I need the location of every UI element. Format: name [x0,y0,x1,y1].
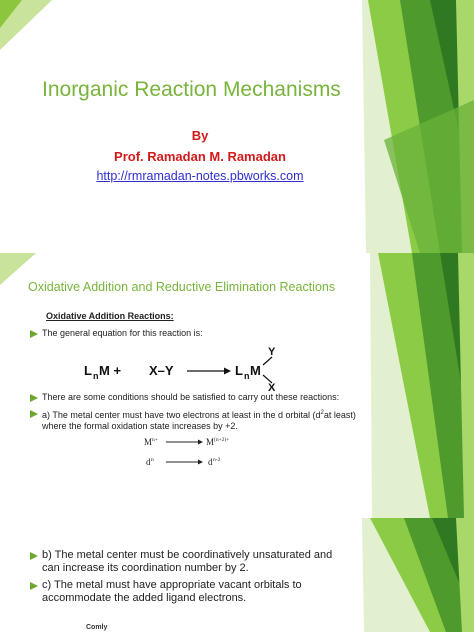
bullet-general-equation: The general equation for this reaction is: [42,328,203,338]
by-label: By [191,128,209,143]
metal-right-charge: (n+2)+ [214,437,230,443]
dcount-right: d [208,457,213,467]
author-website-link[interactable]: http://rmramadan-notes.pbworks.com [96,169,304,183]
slide-title [0,0,474,253]
green-triangle-decoration [0,518,474,632]
bullet-condition-c: c) The metal must have appropriate vacant orbitals to accommodate the added ligand electrons. [42,579,302,604]
reactant-ligand-subscript: n [93,371,99,381]
dcount-left-sup: n [151,457,154,463]
presentation-title: Inorganic Reaction Mechanisms [42,78,341,101]
slide-conditions-continued [0,518,474,632]
reactant-xy: X–Y [149,363,174,378]
slide-oxidative-addition [0,253,474,518]
metal-left-charge: n+ [152,437,158,443]
delectron-arrowhead [198,460,203,465]
bullet-condition-a [42,408,360,432]
metal-left: M [144,437,153,447]
bullet-condition-b: b) The metal center must be coordinatively unsaturated and can increase its coordination number by 2. [42,549,333,574]
reactant-ligand: L [84,363,92,378]
metal-right: M [206,437,215,447]
product-ligand-subscript: n [244,371,250,381]
product-metal: M [250,363,261,378]
condition-a-text-continued: at least) where the formal oxidation state increases by +2. [42,410,356,431]
triangle-bullet-icon [30,582,38,590]
clipped-label: Comly [86,624,108,631]
triangle-bullet-icon [30,394,38,402]
triangle-bullet-icon [30,552,38,560]
triangle-bullet-icon [30,410,38,418]
condition-a-text: a) The metal center must have two electrons at least in the d orbital (d [42,410,321,420]
product-x: X [268,382,276,391]
section-subheading: Oxidative Addition Reactions: [46,311,174,321]
bond-y [263,357,272,365]
reactant-metal: M + [99,363,122,378]
author-name: Prof. Ramadan M. Ramadan [114,149,286,164]
product-y: Y [268,346,276,358]
reaction-arrowhead [224,368,231,375]
product-ligand: L [235,363,243,378]
green-triangle-decoration [0,0,474,253]
slide-heading: Oxidative Addition and Reductive Elimination Reactions [28,280,336,294]
dcount-right-sup: n-2 [213,457,221,463]
oxidation-arrowhead [198,440,203,445]
oxidation-state-scheme [140,434,260,474]
triangle-bullet-icon [30,330,38,338]
bullet-conditions: There are some conditions should be satisfied to carry out these reactions: [42,392,340,402]
dcount-left: d [146,457,151,467]
condition-a-superscript: 2 [320,410,324,416]
general-equation-diagram [84,345,304,391]
